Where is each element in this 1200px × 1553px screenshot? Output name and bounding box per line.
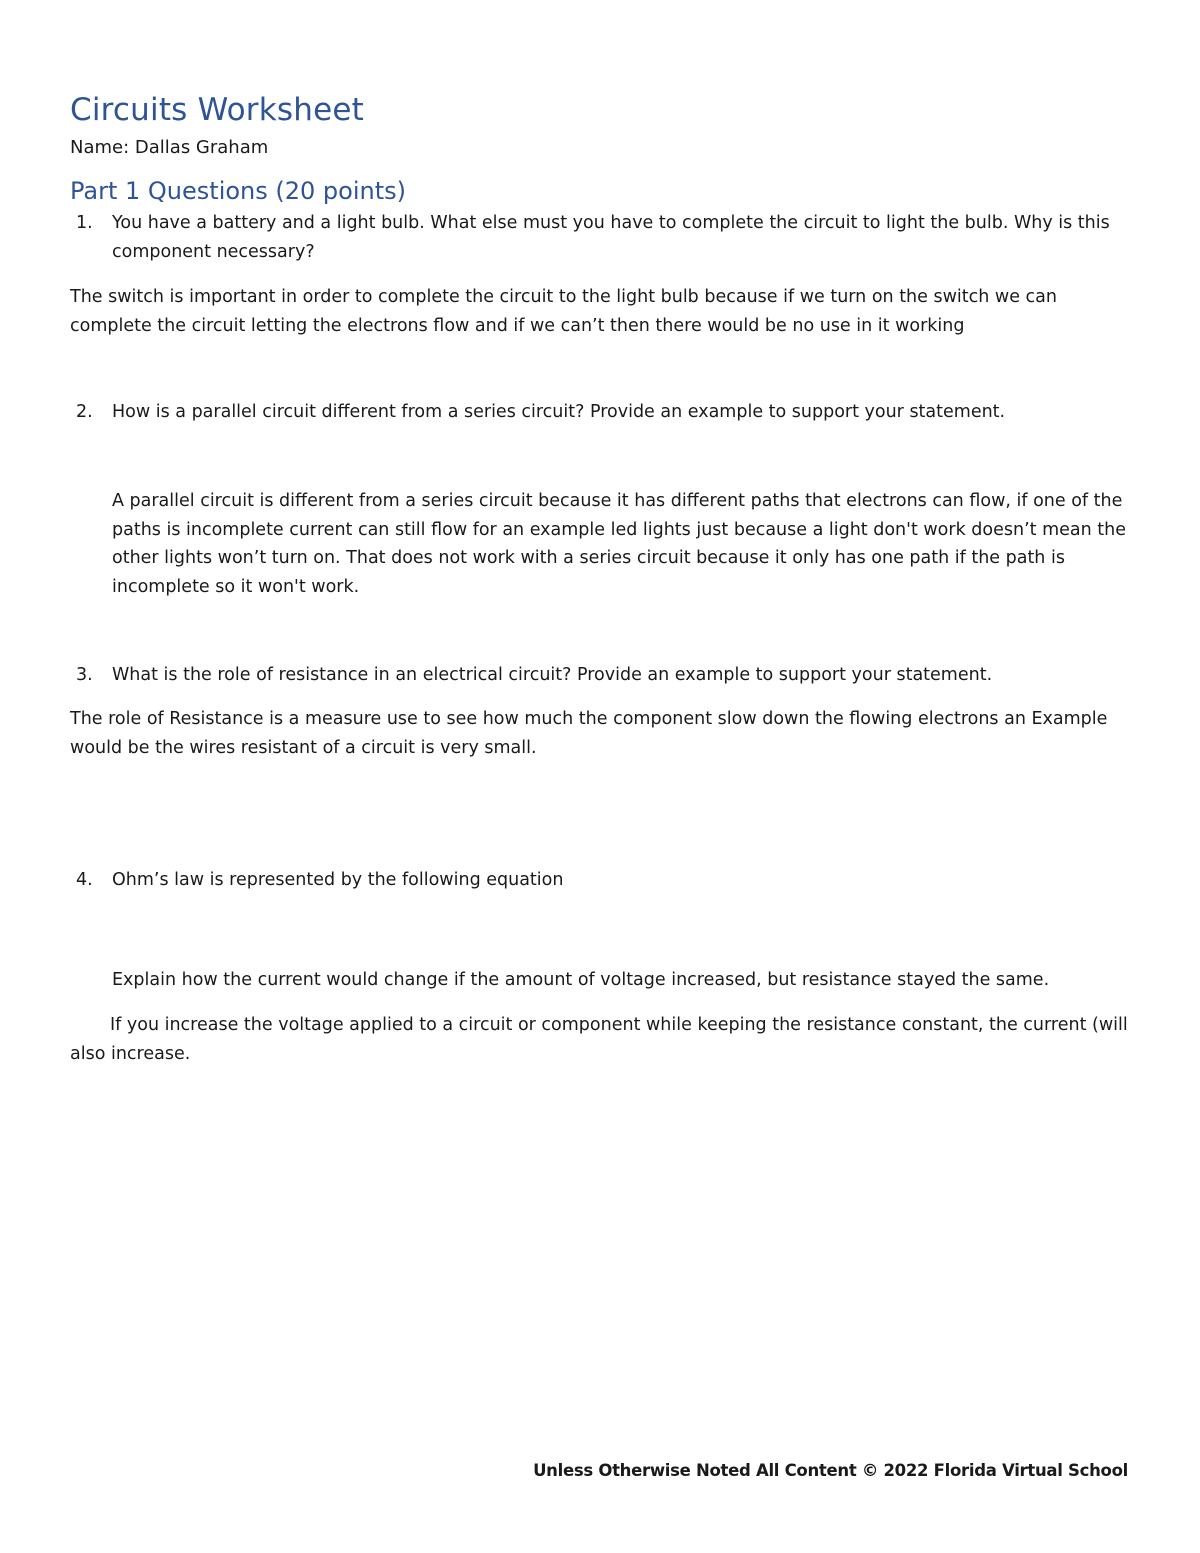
question-3-number: 3. bbox=[76, 665, 93, 685]
page-title: Circuits Worksheet bbox=[70, 92, 364, 128]
student-name: Name: Dallas Graham bbox=[70, 137, 269, 158]
question-4-text: Ohm’s law is represented by the following equation bbox=[112, 870, 564, 890]
question-2-text: How is a parallel circuit different from a series circuit? Provide an example to support your statement. bbox=[112, 402, 1006, 422]
answer-1: The switch is important in order to complete the circuit to the light bulb because if we turn on the switch we can complete the circuit letting the electrons flow and if we can’t then there would be no use in it working bbox=[70, 287, 1057, 336]
answer-4: If you increase the voltage applied to a circuit or component while keeping the resistance constant, the current (will also increase. bbox=[70, 1015, 1128, 1064]
section-heading: Part 1 Questions (20 points) bbox=[70, 177, 406, 205]
question-1-text: You have a battery and a light bulb. What else must you have to complete the circuit to light the bulb. Why is this component necessary? bbox=[112, 213, 1110, 262]
answer-2: A parallel circuit is different from a series circuit because it has different paths that electrons can flow, if one of the paths is incomplete current can still flow for an example led lights just because a light don't work doesn’t mean the other lights won’t turn on. That does not work with a series circuit because it only has one path if the path is incomplete so it won't work. bbox=[112, 491, 1126, 597]
copyright-footer: Unless Otherwise Noted All Content © 2022 Florida Virtual School bbox=[533, 1461, 1128, 1480]
question-4-prompt: Explain how the current would change if the amount of voltage increased, but resistance stayed the same. bbox=[112, 970, 1050, 990]
question-1-number: 1. bbox=[76, 213, 93, 233]
question-3-text: What is the role of resistance in an electrical circuit? Provide an example to support your statement. bbox=[112, 665, 993, 685]
question-2-number: 2. bbox=[76, 402, 93, 422]
question-4-number: 4. bbox=[76, 870, 93, 890]
answer-3: The role of Resistance is a measure use to see how much the component slow down the flowing electrons an Example would be the wires resistant of a circuit is very small. bbox=[70, 709, 1108, 758]
